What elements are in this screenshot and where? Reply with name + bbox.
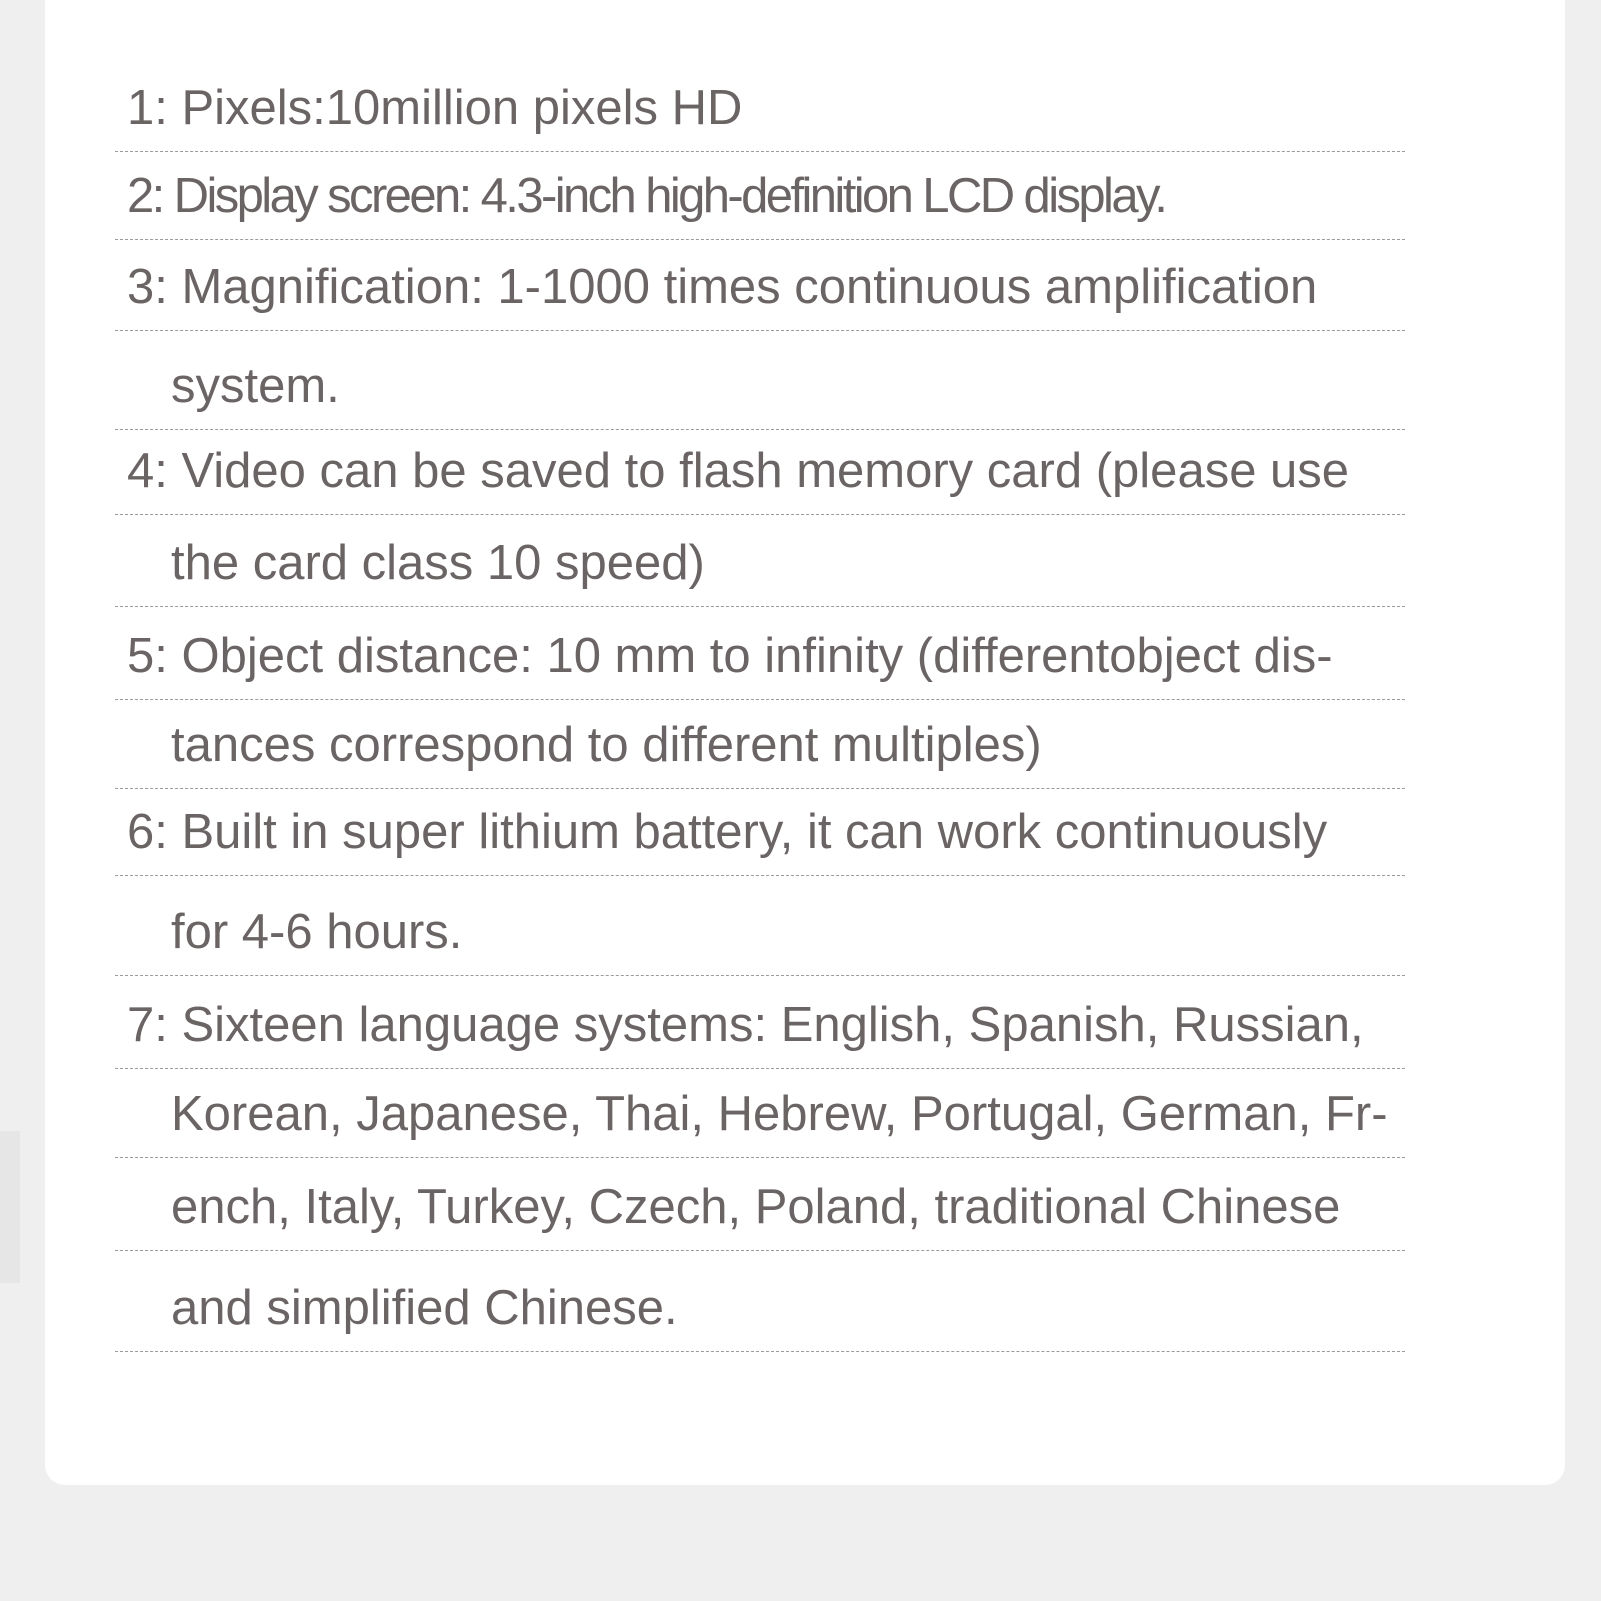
spec-item-1-line-1	[115, 20, 1405, 152]
spec-item-6-line-1	[115, 789, 1405, 876]
spec-item-4-line-1	[115, 430, 1405, 515]
spec-item-7-continuation-3: and simplified Chinese.	[171, 1281, 678, 1335]
spec-item-3-continuation: system.	[171, 359, 340, 413]
spec-item-7-continuation-2: ench, Italy, Turkey, Czech, Poland, traditional Chinese	[171, 1180, 1341, 1234]
spec-item-6-line-2	[115, 876, 1405, 976]
spec-card	[45, 0, 1565, 1485]
spec-item-7-line-1	[115, 976, 1405, 1069]
spec-item-6-text: 6: Built in super lithium battery, it can work continuously	[127, 805, 1328, 859]
adjacent-panel-edge	[0, 1131, 20, 1283]
spec-item-5-continuation: tances correspond to different multiples)	[171, 718, 1042, 772]
spec-item-7-line-3	[115, 1158, 1405, 1251]
spec-item-3-text: 3: Magnification: 1-1000 times continuous amplification	[127, 260, 1318, 314]
spec-item-5-line-1	[115, 607, 1405, 700]
spec-item-7-text: 7: Sixteen language systems: English, Spanish, Russian,	[127, 998, 1364, 1052]
spec-item-6-continuation: for 4-6 hours.	[171, 905, 463, 959]
spec-item-1-text: 1: Pixels:10million pixels HD	[127, 81, 743, 135]
spec-item-2-line-1	[115, 152, 1405, 240]
spec-item-7-line-2	[115, 1069, 1405, 1158]
spec-item-7-continuation-1: Korean, Japanese, Thai, Hebrew, Portugal, German, Fr-	[171, 1087, 1388, 1141]
spec-item-3-line-1	[115, 240, 1405, 331]
spec-item-5-line-2	[115, 700, 1405, 789]
spec-item-2-text: 2: Display screen: 4.3-inch high-definition LCD display.	[127, 169, 1166, 223]
spec-item-5-text: 5: Object distance: 10 mm to infinity (differentobject dis-	[127, 629, 1333, 683]
spec-item-7-line-4	[115, 1251, 1405, 1352]
spec-item-3-line-2	[115, 331, 1405, 430]
spec-item-4-text: 4: Video can be saved to flash memory card (please use	[127, 444, 1350, 498]
spec-item-4-line-2	[115, 515, 1405, 607]
spec-item-4-continuation: the card class 10 speed)	[171, 536, 705, 590]
